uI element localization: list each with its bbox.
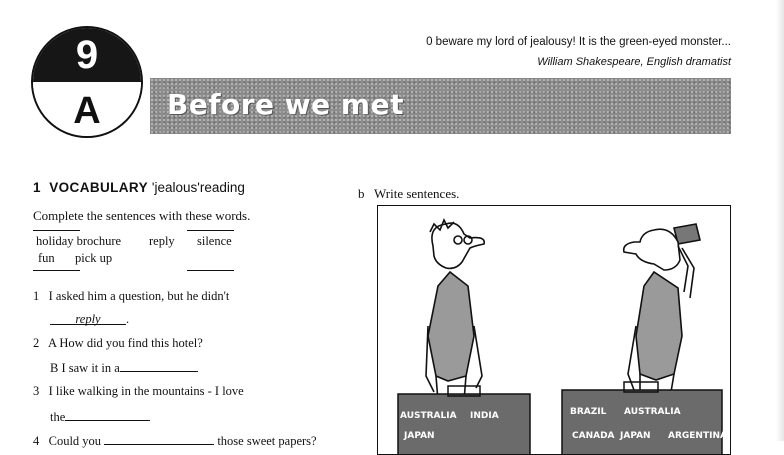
- section-heading: [33, 180, 333, 195]
- sticker-label: CANADA: [572, 431, 615, 441]
- question-1: [33, 289, 229, 304]
- question-text: Could you: [48, 434, 102, 448]
- right-suitcase: [562, 382, 727, 455]
- left-traveller: [426, 220, 484, 401]
- sticker-label: AUSTRALIA: [400, 411, 457, 421]
- sticker-label: BRAZIL: [570, 407, 607, 417]
- word-item: silence: [197, 234, 232, 248]
- question-text: I asked him a question, but he didn't: [48, 289, 230, 303]
- vocabulary-section: [33, 180, 333, 284]
- question-number: 2: [33, 336, 40, 350]
- word-box-rule-bottom-right: [187, 270, 234, 271]
- sticker-label: JAPAN: [620, 431, 651, 441]
- page-edge-shadow: [776, 0, 784, 441]
- section-b-heading: [358, 186, 459, 202]
- answer-blank[interactable]: [104, 432, 214, 445]
- question-number: 3: [33, 384, 40, 398]
- page-title: Before we met: [167, 88, 404, 121]
- question-2-answer-line[interactable]: [50, 359, 198, 376]
- sticker-label: INDIA: [470, 411, 499, 421]
- sticker-label: ARGENTINA: [668, 431, 727, 441]
- word-box-rule-top-left: [33, 230, 80, 231]
- question-text: I like walking in the mountains - I love: [48, 384, 244, 398]
- left-suitcase: [398, 386, 530, 455]
- cartoon-illustration: [377, 205, 731, 455]
- question-after: those sweet papers?: [217, 434, 317, 448]
- question-text: A How did you find this hotel?: [47, 336, 203, 350]
- section-number: 1: [33, 180, 41, 195]
- word-item: fun: [38, 251, 55, 265]
- cartoon-drawing: [378, 206, 731, 455]
- question-2: [33, 336, 203, 351]
- question-number: 1: [33, 289, 40, 303]
- section-title: VOCABULARY: [49, 180, 148, 195]
- sticker-label: JAPAN: [404, 431, 435, 441]
- question-1-answer-line[interactable]: [50, 312, 129, 327]
- word-box: [33, 230, 234, 274]
- word-item: pick up: [75, 251, 113, 265]
- unit-number: 9: [33, 28, 141, 82]
- epigraph-quote: 0 beware my lord of jealousy! It is the green-eyed monster...: [426, 36, 731, 48]
- section-b-instruction: Write sentences.: [374, 186, 460, 201]
- question-line2: B I saw it in a: [50, 361, 120, 375]
- answer-blank[interactable]: [120, 359, 198, 372]
- question-line2: the: [50, 410, 66, 424]
- word-box-rule-top-right: [187, 230, 234, 231]
- word-box-rule-bottom-left: [33, 270, 80, 271]
- right-traveller: [624, 224, 700, 398]
- unit-letter: A: [33, 82, 141, 136]
- question-number: 4: [33, 434, 40, 448]
- question-3: [33, 384, 244, 399]
- answer-blank[interactable]: [65, 408, 150, 421]
- question-3-answer-line[interactable]: [50, 408, 150, 425]
- word-item: holiday brochure: [36, 234, 122, 248]
- answer-text: reply: [75, 312, 101, 326]
- epigraph-attribution: William Shakespeare, English dramatist: [537, 56, 731, 68]
- instruction-text: Complete the sentences with these words.: [33, 208, 251, 223]
- section-b-label: b: [358, 186, 365, 201]
- unit-badge: [31, 26, 143, 138]
- section-subtitle: 'jealous'reading: [151, 180, 245, 195]
- sticker-label: AUSTRALIA: [624, 407, 681, 417]
- sentence-end: .: [126, 312, 130, 326]
- word-item: reply: [149, 234, 175, 248]
